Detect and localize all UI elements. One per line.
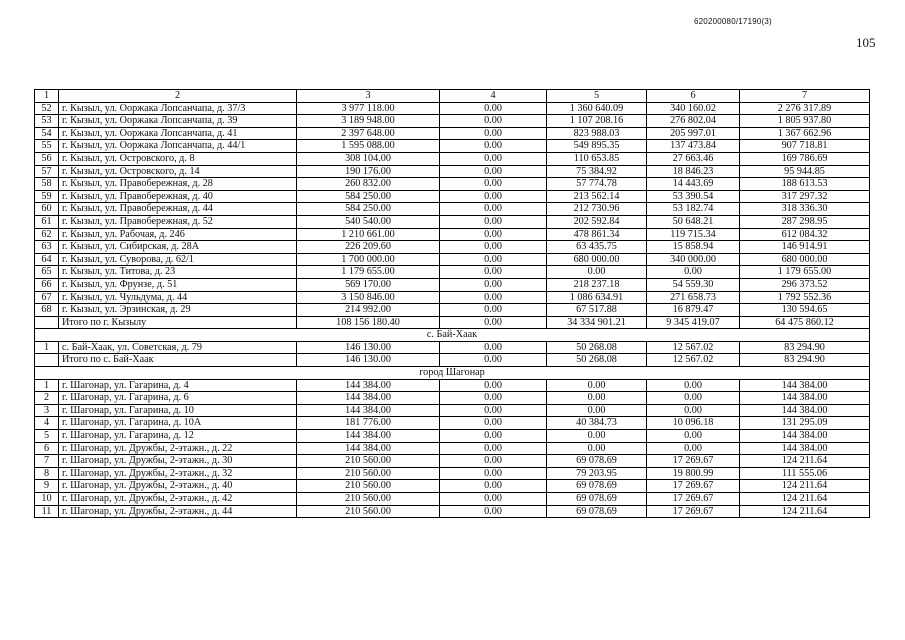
- table-cell: 0.00: [647, 430, 740, 443]
- table-cell: 340 160.02: [647, 102, 740, 115]
- table-cell: 64 475 860.12: [740, 316, 870, 329]
- table-cell: 0.00: [440, 266, 547, 279]
- table-cell: с. Бай-Хаак, ул. Советская, д. 79: [59, 341, 297, 354]
- table-cell: 0.00: [440, 190, 547, 203]
- table-cell: 0.00: [440, 228, 547, 241]
- table-cell: 83 294.90: [740, 341, 870, 354]
- table-row: [35, 304, 870, 317]
- table-cell: г. Шагонар, ул. Дружбы, 2-этажн., д. 44: [59, 505, 297, 518]
- table-row: [35, 115, 870, 128]
- table-cell: 60: [35, 203, 59, 216]
- table-cell: 3 150 846.00: [297, 291, 440, 304]
- table-cell: 212 730.96: [547, 203, 647, 216]
- table-cell: 69 078.69: [547, 493, 647, 506]
- table-cell: 57: [35, 165, 59, 178]
- table-cell: г. Кызыл, ул. Эрзинская, д. 29: [59, 304, 297, 317]
- table-cell: 271 658.73: [647, 291, 740, 304]
- table-cell: 53 390.54: [647, 190, 740, 203]
- table-cell: 5: [35, 430, 59, 443]
- table-cell: 549 895.35: [547, 140, 647, 153]
- table-cell: 1 107 208.16: [547, 115, 647, 128]
- table-cell: 0.00: [440, 291, 547, 304]
- table-cell: 1 367 662.96: [740, 127, 870, 140]
- table-cell: 0.00: [440, 165, 547, 178]
- table-header-row: [35, 90, 870, 103]
- table-cell: 260 832.00: [297, 178, 440, 191]
- table-row: [35, 430, 870, 443]
- table-cell: 1 700 000.00: [297, 253, 440, 266]
- section-title: с. Бай-Хаак: [35, 329, 870, 342]
- table-row: [35, 354, 870, 367]
- table-cell: 680 000.00: [740, 253, 870, 266]
- table-cell: 1 179 655.00: [740, 266, 870, 279]
- table-cell: 1 179 655.00: [297, 266, 440, 279]
- table-row: [35, 316, 870, 329]
- table-cell: 0.00: [440, 480, 547, 493]
- table-cell: 0.00: [647, 442, 740, 455]
- table-cell: 2 276 317.89: [740, 102, 870, 115]
- table-cell: г. Шагонар, ул. Гагарина, д. 4: [59, 379, 297, 392]
- table-body: [35, 90, 870, 518]
- table-cell: 0.00: [647, 379, 740, 392]
- table-cell: г. Шагонар, ул. Гагарина, д. 12: [59, 430, 297, 443]
- table-cell: г. Кызыл, ул. Сибирская, д. 28А: [59, 241, 297, 254]
- table-cell: 3 189 948.00: [297, 115, 440, 128]
- table-cell: 144 384.00: [740, 379, 870, 392]
- table-cell: 823 988.03: [547, 127, 647, 140]
- table-cell: г. Шагонар, ул. Дружбы, 2-этажн., д. 30: [59, 455, 297, 468]
- table-row: [35, 467, 870, 480]
- table-cell: 0.00: [440, 467, 547, 480]
- table-cell: 0.00: [440, 455, 547, 468]
- table-cell: 66: [35, 278, 59, 291]
- table-cell: 62: [35, 228, 59, 241]
- table-cell: 0.00: [440, 341, 547, 354]
- table-cell: 0.00: [440, 203, 547, 216]
- table-cell: 4: [35, 417, 59, 430]
- table-cell: 3 977 118.00: [297, 102, 440, 115]
- table-cell: 12 567.02: [647, 354, 740, 367]
- table-cell: г. Шагонар, ул. Дружбы, 2-этажн., д. 40: [59, 480, 297, 493]
- table-cell: 612 084.32: [740, 228, 870, 241]
- table-cell: 210 560.00: [297, 493, 440, 506]
- column-header: 6: [647, 90, 740, 103]
- table-cell: 95 944.85: [740, 165, 870, 178]
- table-cell: г. Кызыл, ул. Ооржака Лопсанчапа, д. 41: [59, 127, 297, 140]
- table-cell: 0.00: [440, 379, 547, 392]
- page-number: 105: [856, 35, 876, 50]
- table-cell: 907 718.81: [740, 140, 870, 153]
- table-cell: 276 802.04: [647, 115, 740, 128]
- table-cell: г. Шагонар, ул. Гагарина, д. 10А: [59, 417, 297, 430]
- table-cell: 0.00: [440, 505, 547, 518]
- table-cell: 144 384.00: [740, 392, 870, 405]
- column-header: 4: [440, 90, 547, 103]
- table-cell: 146 914.91: [740, 241, 870, 254]
- table-cell: 210 560.00: [297, 467, 440, 480]
- table-cell: г. Кызыл, ул. Островского, д. 8: [59, 152, 297, 165]
- table-cell: г. Кызыл, ул. Правобережная, д. 52: [59, 215, 297, 228]
- table-cell: 58: [35, 178, 59, 191]
- table-cell: 75 384.92: [547, 165, 647, 178]
- table-cell: 69 078.69: [547, 505, 647, 518]
- table-cell: 188 613.53: [740, 178, 870, 191]
- table-row: [35, 455, 870, 468]
- table-cell: 16 879.47: [647, 304, 740, 317]
- table-cell: 54: [35, 127, 59, 140]
- table-cell: 50 648.21: [647, 215, 740, 228]
- table-cell: 144 384.00: [740, 404, 870, 417]
- table-cell: 110 653.85: [547, 152, 647, 165]
- table-cell: 17 269.67: [647, 505, 740, 518]
- column-header: 1: [35, 90, 59, 103]
- table-row: [35, 278, 870, 291]
- table-row: [35, 228, 870, 241]
- table-row: [35, 140, 870, 153]
- table-cell: 67 517.88: [547, 304, 647, 317]
- table-cell: 124 211.64: [740, 493, 870, 506]
- table-cell: г. Шагонар, ул. Дружбы, 2-этажн., д. 42: [59, 493, 297, 506]
- table-cell: 318 336.30: [740, 203, 870, 216]
- table-cell: 0.00: [547, 266, 647, 279]
- table-cell: 111 555.06: [740, 467, 870, 480]
- table-cell: 67: [35, 291, 59, 304]
- table-row: [35, 165, 870, 178]
- table-cell: 52: [35, 102, 59, 115]
- table-cell: 124 211.64: [740, 480, 870, 493]
- table-cell: 69 078.69: [547, 480, 647, 493]
- table-cell: 2 397 648.00: [297, 127, 440, 140]
- table-cell: 1 210 661.00: [297, 228, 440, 241]
- table-cell: г. Кызыл, ул. Суворова, д. 62/1: [59, 253, 297, 266]
- table-cell: г. Шагонар, ул. Дружбы, 2-этажн., д. 22: [59, 442, 297, 455]
- table-cell: 1 360 640.09: [547, 102, 647, 115]
- table-row: [35, 253, 870, 266]
- table-cell: 63 435.75: [547, 241, 647, 254]
- table-cell: 478 861.34: [547, 228, 647, 241]
- table-cell: 61: [35, 215, 59, 228]
- table-cell: г. Кызыл, ул. Ооржака Лопсанчапа, д. 39: [59, 115, 297, 128]
- table-cell: 17 269.67: [647, 493, 740, 506]
- table-cell: 144 384.00: [297, 430, 440, 443]
- table-cell: 144 384.00: [297, 404, 440, 417]
- table-row: [35, 241, 870, 254]
- table-row: [35, 215, 870, 228]
- table-cell: 10 096.18: [647, 417, 740, 430]
- table-cell: г. Кызыл, ул. Ооржака Лопсанчапа, д. 37/3: [59, 102, 297, 115]
- table-cell: г. Кызыл, ул. Правобережная, д. 40: [59, 190, 297, 203]
- table-cell: 210 560.00: [297, 480, 440, 493]
- table-row: [35, 266, 870, 279]
- table-cell: 169 786.69: [740, 152, 870, 165]
- table-cell: 144 384.00: [297, 379, 440, 392]
- data-table: [34, 89, 870, 518]
- table-cell: 12 567.02: [647, 341, 740, 354]
- table-cell: 0.00: [440, 404, 547, 417]
- table-cell: 0.00: [547, 379, 647, 392]
- table-cell: 34 334 901.21: [547, 316, 647, 329]
- column-header: 2: [59, 90, 297, 103]
- table-cell: 130 594.65: [740, 304, 870, 317]
- column-header: 5: [547, 90, 647, 103]
- table-cell: 584 250.00: [297, 203, 440, 216]
- table-cell: 584 250.00: [297, 190, 440, 203]
- table-cell: г. Кызыл, ул. Чульдума, д. 44: [59, 291, 297, 304]
- table-cell: 0.00: [440, 127, 547, 140]
- table-cell: 144 384.00: [297, 442, 440, 455]
- table-cell: 296 373.52: [740, 278, 870, 291]
- table-cell: 53 182.74: [647, 203, 740, 216]
- table-cell: 83 294.90: [740, 354, 870, 367]
- table-cell: 218 237.18: [547, 278, 647, 291]
- table-cell: г. Шагонар, ул. Дружбы, 2-этажн., д. 32: [59, 467, 297, 480]
- table-cell: 131 295.09: [740, 417, 870, 430]
- table-cell: 17 269.67: [647, 455, 740, 468]
- document-number: 620200080/17190(3): [694, 17, 772, 26]
- table-cell: 0.00: [547, 404, 647, 417]
- table-cell: г. Кызыл, ул. Ооржака Лопсанчапа, д. 44/1: [59, 140, 297, 153]
- table-cell: 9: [35, 480, 59, 493]
- table-cell: 63: [35, 241, 59, 254]
- table-cell: 10: [35, 493, 59, 506]
- table-row: [35, 417, 870, 430]
- table-cell: 56: [35, 152, 59, 165]
- table-cell: г. Кызыл, ул. Островского, д. 14: [59, 165, 297, 178]
- table-row: [35, 493, 870, 506]
- table-cell: 317 297.32: [740, 190, 870, 203]
- table-cell: г. Шагонар, ул. Гагарина, д. 6: [59, 392, 297, 405]
- table-row: [35, 379, 870, 392]
- table-cell: 108 156 180.40: [297, 316, 440, 329]
- table-cell: 0.00: [647, 266, 740, 279]
- column-header: 7: [740, 90, 870, 103]
- table-cell: 1 595 088.00: [297, 140, 440, 153]
- table-cell: 0.00: [440, 102, 547, 115]
- table-row: [35, 442, 870, 455]
- table-cell: г. Кызыл, ул. Титова, д. 23: [59, 266, 297, 279]
- table-cell: 0.00: [440, 442, 547, 455]
- table-cell: 1: [35, 341, 59, 354]
- table-cell: г. Кызыл, ул. Фрунзе, д. 51: [59, 278, 297, 291]
- table-cell: 17 269.67: [647, 480, 740, 493]
- table-cell: 69 078.69: [547, 455, 647, 468]
- table-row: [35, 152, 870, 165]
- table-row: [35, 127, 870, 140]
- table-cell: 0.00: [440, 115, 547, 128]
- table-cell: 0.00: [440, 316, 547, 329]
- table-cell: 2: [35, 392, 59, 405]
- section-row: [35, 367, 870, 380]
- table-cell: 27 663.46: [647, 152, 740, 165]
- table-cell: 8: [35, 467, 59, 480]
- table-row: [35, 102, 870, 115]
- table-cell: 0.00: [440, 140, 547, 153]
- table-cell: 205 997.01: [647, 127, 740, 140]
- table-cell: 3: [35, 404, 59, 417]
- table-cell: 11: [35, 505, 59, 518]
- table-cell: г. Кызыл, ул. Правобережная, д. 44: [59, 203, 297, 216]
- table-cell: 144 384.00: [740, 442, 870, 455]
- table-cell: 1 792 552.36: [740, 291, 870, 304]
- table-cell: 146 130.00: [297, 341, 440, 354]
- table-cell: 0.00: [547, 430, 647, 443]
- table-cell: 226 209.60: [297, 241, 440, 254]
- table-cell: 144 384.00: [297, 392, 440, 405]
- table-cell: 1 805 937.80: [740, 115, 870, 128]
- table-cell: 680 000.00: [547, 253, 647, 266]
- table-cell: 57 774.78: [547, 178, 647, 191]
- table-cell: 0.00: [547, 442, 647, 455]
- table-cell: 137 473.84: [647, 140, 740, 153]
- table-cell: г. Шагонар, ул. Гагарина, д. 10: [59, 404, 297, 417]
- table-cell: 0.00: [440, 241, 547, 254]
- table-cell: [35, 354, 59, 367]
- table-cell: 0.00: [647, 392, 740, 405]
- table-row: [35, 291, 870, 304]
- table-cell: 213 562.14: [547, 190, 647, 203]
- table-cell: 50 268.08: [547, 354, 647, 367]
- table-cell: 53: [35, 115, 59, 128]
- table-cell: 54 559.30: [647, 278, 740, 291]
- table-row: [35, 190, 870, 203]
- table-cell: 0.00: [440, 178, 547, 191]
- table-cell: 50 268.08: [547, 341, 647, 354]
- table-cell: 55: [35, 140, 59, 153]
- table-cell: 6: [35, 442, 59, 455]
- table-cell: 124 211.64: [740, 455, 870, 468]
- table-cell: 210 560.00: [297, 455, 440, 468]
- table-cell: 1: [35, 379, 59, 392]
- table-cell: 64: [35, 253, 59, 266]
- table-cell: 190 176.00: [297, 165, 440, 178]
- table-cell: 308 104.00: [297, 152, 440, 165]
- table-row: [35, 505, 870, 518]
- table-cell: 124 211.64: [740, 505, 870, 518]
- section-title: город Шагонар: [35, 367, 870, 380]
- table-cell: 0.00: [647, 404, 740, 417]
- table-cell: г. Кызыл, ул. Правобережная, д. 28: [59, 178, 297, 191]
- section-row: [35, 329, 870, 342]
- table-cell: 79 203.95: [547, 467, 647, 480]
- table-cell: 65: [35, 266, 59, 279]
- table-cell: 15 858.94: [647, 241, 740, 254]
- table-row: [35, 480, 870, 493]
- table-cell: 0.00: [440, 215, 547, 228]
- table-cell: 0.00: [440, 493, 547, 506]
- table-cell: 0.00: [440, 417, 547, 430]
- table-row: [35, 341, 870, 354]
- table-cell: 59: [35, 190, 59, 203]
- table-row: [35, 404, 870, 417]
- table-cell: 19 800.99: [647, 467, 740, 480]
- table-cell: 18 846.23: [647, 165, 740, 178]
- table-cell: 0.00: [440, 354, 547, 367]
- table-cell: 146 130.00: [297, 354, 440, 367]
- table-cell: 0.00: [440, 278, 547, 291]
- table-cell: 119 715.34: [647, 228, 740, 241]
- table-cell: 9 345 419.07: [647, 316, 740, 329]
- table-row: [35, 203, 870, 216]
- table-cell: 287 298.95: [740, 215, 870, 228]
- table-cell: 7: [35, 455, 59, 468]
- table-cell: 0.00: [440, 304, 547, 317]
- table-cell: [35, 316, 59, 329]
- table-row: [35, 392, 870, 405]
- table-cell: 214 992.00: [297, 304, 440, 317]
- table-cell: 340 000.00: [647, 253, 740, 266]
- table-cell: 0.00: [440, 392, 547, 405]
- table-cell: Итого по с. Бай-Хаак: [59, 354, 297, 367]
- table-cell: Итого по г. Кызылу: [59, 316, 297, 329]
- table-cell: 0.00: [440, 152, 547, 165]
- table-cell: 0.00: [440, 430, 547, 443]
- table-cell: 0.00: [440, 253, 547, 266]
- table-cell: 68: [35, 304, 59, 317]
- table-cell: 14 443.69: [647, 178, 740, 191]
- table-row: [35, 178, 870, 191]
- table-cell: 210 560.00: [297, 505, 440, 518]
- table-cell: 40 384.73: [547, 417, 647, 430]
- table-cell: 569 170.00: [297, 278, 440, 291]
- table-cell: 202 592.84: [547, 215, 647, 228]
- table-cell: 144 384.00: [740, 430, 870, 443]
- table-cell: 0.00: [547, 392, 647, 405]
- table-cell: 181 776.00: [297, 417, 440, 430]
- table-cell: 540 540.00: [297, 215, 440, 228]
- column-header: 3: [297, 90, 440, 103]
- table-cell: 1 086 634.91: [547, 291, 647, 304]
- table-cell: г. Кызыл, ул. Рабочая, д. 246: [59, 228, 297, 241]
